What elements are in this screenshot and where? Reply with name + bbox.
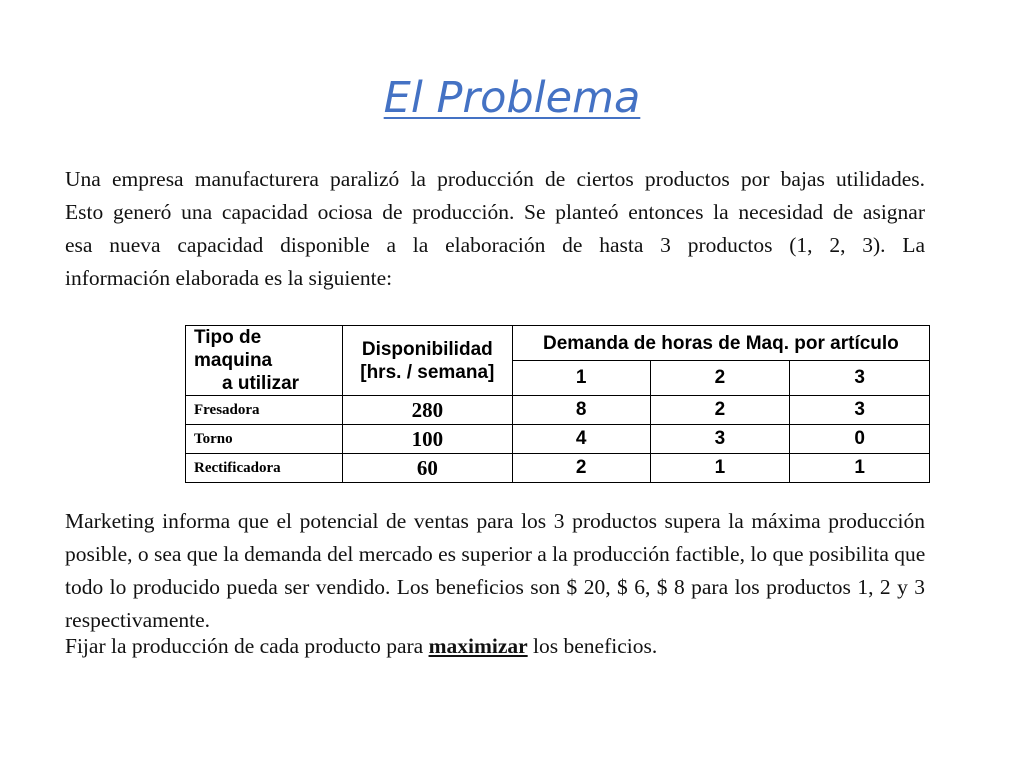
hours-value: 1 — [790, 454, 930, 483]
machine-hours-table — [185, 325, 930, 483]
slide-title-text: El Problema — [383, 73, 641, 123]
intro-paragraph — [65, 163, 925, 295]
header-avail-line2: [hrs. / semana] — [360, 361, 495, 383]
marketing-line: todo lo producido pueda ser vendido. Los beneficios son $ 20, $ 6, $ 8 para los productos 1, 2 y 3 — [65, 575, 925, 599]
hours-value: 2 — [650, 396, 790, 425]
goal-prefix: Fijar la producción de cada producto para — [65, 634, 429, 658]
product-label: 2 — [650, 361, 790, 396]
product-label: 1 — [512, 361, 650, 396]
machine-name: Torno — [186, 425, 343, 454]
slide-title — [0, 68, 1024, 128]
goal-suffix: los beneficios. — [527, 634, 658, 658]
header-availability — [342, 326, 512, 396]
product-label: 3 — [790, 361, 930, 396]
machine-name: Rectificadora — [186, 454, 343, 483]
intro-line: Una empresa manufacturera paralizó la producción de ciertos productos por bajas utilidades. — [65, 167, 925, 191]
marketing-line: respectivamente. — [65, 608, 211, 632]
table-row — [186, 425, 930, 454]
intro-line: información elaborada es la siguiente: — [65, 266, 393, 290]
header-demand: Demanda de horas de Maq. por artículo — [512, 326, 929, 361]
header-machine-line2: a utilizar — [222, 373, 300, 394]
hours-value: 1 — [650, 454, 790, 483]
goal-keyword: maximizar — [428, 634, 528, 658]
header-machine-type — [186, 326, 343, 396]
marketing-line: Marketing informa que el potencial de ventas para los 3 productos supera la máxima producción — [65, 509, 925, 533]
hours-value: 0 — [790, 425, 930, 454]
goal-line — [65, 630, 925, 663]
hours-value: 2 — [512, 454, 650, 483]
header-avail-line1: Disponibilidad — [361, 338, 493, 360]
table-row — [186, 454, 930, 483]
marketing-line: posible, o sea que la demanda del mercado es superior a la producción factible, lo que posibilita que — [65, 542, 926, 566]
header-machine-line1: Tipo de maquina — [194, 327, 273, 371]
hours-value: 3 — [650, 425, 790, 454]
machine-name: Fresadora — [186, 396, 343, 425]
availability-value: 100 — [342, 425, 512, 454]
intro-line: Esto generó una capacidad ociosa de producción. Se planteó entonces la necesidad de asignar — [65, 200, 925, 224]
table-row — [186, 396, 930, 425]
goal-paragraph — [65, 630, 925, 663]
hours-value: 3 — [790, 396, 930, 425]
availability-value: 60 — [342, 454, 512, 483]
hours-value: 8 — [512, 396, 650, 425]
hours-value: 4 — [512, 425, 650, 454]
intro-line: esa nueva capacidad disponible a la elaboración de hasta 3 productos (1, 2, 3). La — [65, 233, 925, 257]
availability-value: 280 — [342, 396, 512, 425]
marketing-paragraph — [65, 505, 925, 637]
